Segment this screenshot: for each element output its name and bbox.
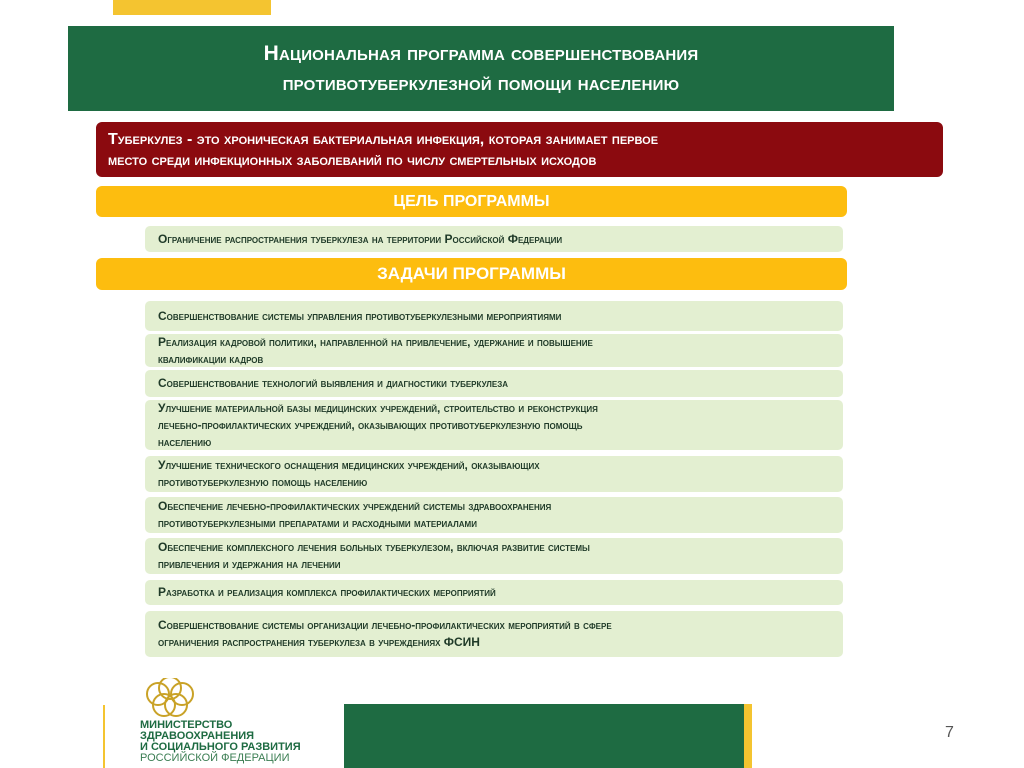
task-line: лечебно-профилактических учреждений, оказывающих противотуберкулезную помощь: [158, 417, 583, 432]
task-line: Совершенствование системы организации лечебно-профилактических мероприятий в сфере: [158, 618, 612, 632]
tasks-heading: ЗАДАЧИ ПРОГРАММЫ: [96, 258, 847, 290]
task-line: противотуберкулезную помощь населению: [158, 475, 368, 489]
task-item: [145, 611, 843, 657]
page-number: 7: [945, 724, 954, 741]
intro-line-1: Туберкулез - это хроническая бактериальная инфекция, которая занимает первое: [108, 130, 659, 148]
intro-line-2: место среди инфекционных заболеваний по числу смертельных исходов: [108, 151, 597, 169]
task-item: [145, 497, 843, 533]
intro-banner: [96, 122, 943, 177]
task-line: Разработка и реализация комплекса профилактических мероприятий: [158, 585, 496, 599]
task-line: Улучшение материальной базы медицинских учреждений, строительство и реконструкция: [158, 400, 598, 415]
ministry-line: И СОЦИАЛЬНОГО РАЗВИТИЯ: [140, 741, 301, 753]
footer-green-block: [344, 704, 744, 768]
task-item: [145, 370, 843, 397]
task-item: [145, 400, 843, 450]
title-line-2: противотуберкулезной помощи населению: [282, 71, 680, 95]
task-line: Обеспечение комплексного лечения больных туберкулезом, включая развитие системы: [158, 540, 590, 554]
task-line: ограничения распространения туберкулеза в учреждениях ФСИН: [158, 635, 480, 649]
task-line: противотуберкулезными препаратами и расходными материалами: [158, 516, 477, 530]
goal-text: Ограничение распространения туберкулеза на территории Российской Федерации: [158, 231, 563, 246]
task-line: привлечения и удержания на лечении: [158, 557, 341, 571]
title-line-1: Национальная программа совершенствования: [263, 41, 699, 65]
ministry-line: ЗДРАВООХРАНЕНИЯ: [140, 730, 255, 742]
task-item: [145, 456, 843, 492]
ministry-line: МИНИСТЕРСТВО: [140, 719, 233, 731]
task-line: Улучшение технического оснащения медицинских учреждений, оказывающих: [158, 458, 540, 472]
task-line: Реализация кадровой политики, направленной на привлечение, удержание и повышение: [158, 334, 593, 349]
task-line: Совершенствование системы управления противотуберкулезными мероприятиями: [158, 308, 562, 323]
task-item: [145, 580, 843, 605]
task-line: Совершенствование технологий выявления и диагностики туберкулеза: [158, 376, 508, 390]
footer-yellow-stripe: [744, 704, 752, 768]
footer-divider: [103, 705, 105, 768]
ministry-subtitle: РОССИЙСКОЙ ФЕДЕРАЦИИ: [140, 752, 290, 764]
goal-heading: ЦЕЛЬ ПРОГРАММЫ: [96, 186, 847, 217]
top-accent-bar: [113, 0, 271, 15]
goal-item: [145, 226, 843, 252]
task-item: [145, 301, 843, 331]
page-title: [68, 26, 894, 111]
task-item: [145, 538, 843, 574]
task-line: Обеспечение лечебно-профилактических учреждений системы здравоохранения: [158, 499, 552, 513]
task-item: [145, 334, 843, 367]
ministry-logo-icon: [132, 678, 208, 722]
task-line: квалификации кадров: [158, 351, 264, 366]
task-line: населению: [158, 434, 212, 449]
ministry-name: [140, 720, 301, 764]
